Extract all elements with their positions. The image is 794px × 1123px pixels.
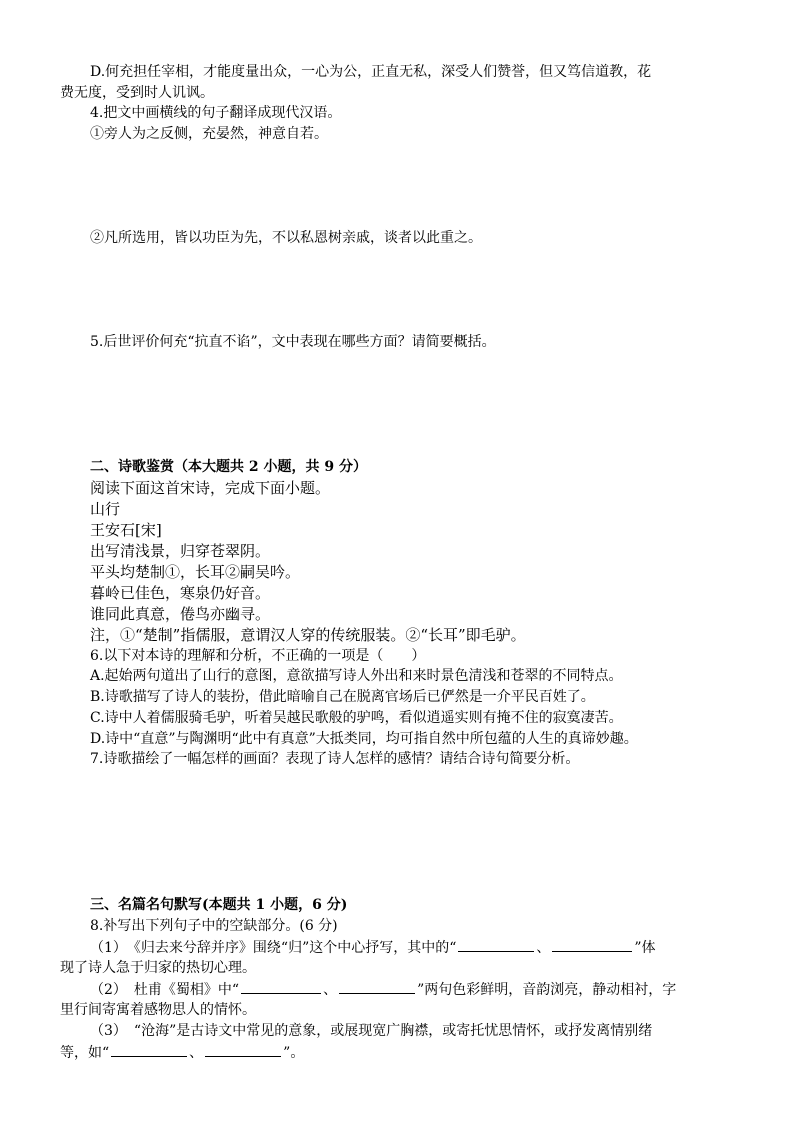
- q8-item1-text-a: （1） 《归去来兮辞并序》围绕“归”这个中心抒写，其中的“: [90, 940, 457, 956]
- q6-stem: 6.以下对本诗的理解和分析，不正确的一项是（ ）: [90, 648, 426, 664]
- poem-line: 谁同此真意，倦鸟亦幽寻。: [90, 605, 271, 623]
- q4-stem: 4.把文中画横线的句子翻译成现代汉语。: [90, 105, 342, 121]
- poem-line: 平头均楚制①，长耳②嗣吴吟。: [90, 563, 301, 581]
- q8-item3-text-b: ”。: [283, 1045, 305, 1061]
- poem-title: 山行: [90, 500, 121, 518]
- q6-option-b: B.诗歌描写了诗人的装扮，借此暗喻自己在脱离官场后已俨然是一介平民百姓了。: [90, 689, 595, 705]
- poem-note: 注，①“楚制”指儒服，意谓汉人穿的传统服装。②“长耳”即毛驴。: [90, 626, 526, 644]
- answer-blank[interactable]: [111, 1042, 187, 1057]
- q8-item1-line1: [90, 937, 656, 958]
- q3-option-d-line2: 费无度，受到时人讥讽。: [60, 85, 214, 101]
- q8-item3-text-a: 等，如“: [60, 1045, 110, 1061]
- q7-stem: 7.诗歌描绘了一幅怎样的画面？表现了诗人怎样的感情？请结合诗句简要分析。: [90, 751, 580, 767]
- q6-option-a: A.起始两句道出了山行的意图，意欲描写诗人外出和来时景色清浅和苍翠的不同特点。: [90, 668, 623, 684]
- section2-heading: 二、诗歌鉴赏（本大题共 2 小题，共 9 分）: [90, 459, 367, 475]
- q4-item2: ②凡所选用，皆以功臣为先，不以私恩树亲戚，谈者以此重之。: [90, 230, 482, 246]
- q8-item3-line1: （3） “沧海”是古诗文中常见的意象，或展现宽广胸襟，或寄托忧思情怀，或抒发离情别绪: [90, 1023, 653, 1039]
- poem-line: 出写清浅景，归穿苍翠阴。: [90, 542, 271, 560]
- q8-item1-line2: 现了诗人急于归家的热切心理。: [60, 960, 256, 976]
- section3-heading: 三、名篇名句默写(本题共 1 小题，6 分): [90, 897, 348, 913]
- q8-item2-text-a: （2） 杜甫《蜀相》中“: [90, 982, 240, 998]
- q8-item3-line2: [60, 1042, 304, 1063]
- q8-item1-text-b: ”体: [634, 940, 656, 956]
- q3-option-d-line1: D.何充担任宰相，才能度量出众，一心为公，正直无私，深受人们赞誉，但又笃信道教，花: [90, 64, 652, 80]
- answer-blank[interactable]: [205, 1042, 281, 1057]
- answer-blank[interactable]: [339, 979, 415, 994]
- blank-separator: 、: [536, 940, 551, 956]
- q6-option-d: D.诗中“直意”与陶渊明“此中有真意”大抵类同，均可指自然中所包蕴的人生的真谛妙趣。: [90, 731, 638, 747]
- blank-separator: 、: [323, 982, 338, 998]
- q8-item2-text-b: ”两句色彩鲜明，音韵浏亮，静动相衬，字: [417, 982, 677, 998]
- blank-separator: 、: [189, 1045, 204, 1061]
- q6-option-c: C.诗中人着儒服骑毛驴，听着吴越民歌般的驴鸣，看似逍遥实则有掩不住的寂寞凄苦。: [90, 710, 623, 726]
- q5-stem: 5.后世评价何充“抗直不谄”，文中表现在哪些方面？请简要概括。: [90, 334, 496, 350]
- q8-item2-line1: [90, 979, 676, 1000]
- answer-blank[interactable]: [552, 937, 632, 952]
- q8-stem: 8.补写出下列句子中的空缺部分。(6 分): [90, 918, 338, 934]
- poem-line: 暮岭已佳色，寒泉仍好音。: [90, 584, 271, 602]
- poem-author: 王安石[宋]: [90, 521, 162, 539]
- answer-blank[interactable]: [241, 979, 321, 994]
- answer-blank[interactable]: [458, 937, 534, 952]
- section2-intro: 阅读下面这首宋诗，完成下面小题。: [90, 479, 331, 497]
- q4-item1: ①旁人为之反侧，充晏然，神意自若。: [90, 126, 328, 142]
- q8-item2-line2: 里行间寄寓着感物思人的情怀。: [60, 1002, 256, 1018]
